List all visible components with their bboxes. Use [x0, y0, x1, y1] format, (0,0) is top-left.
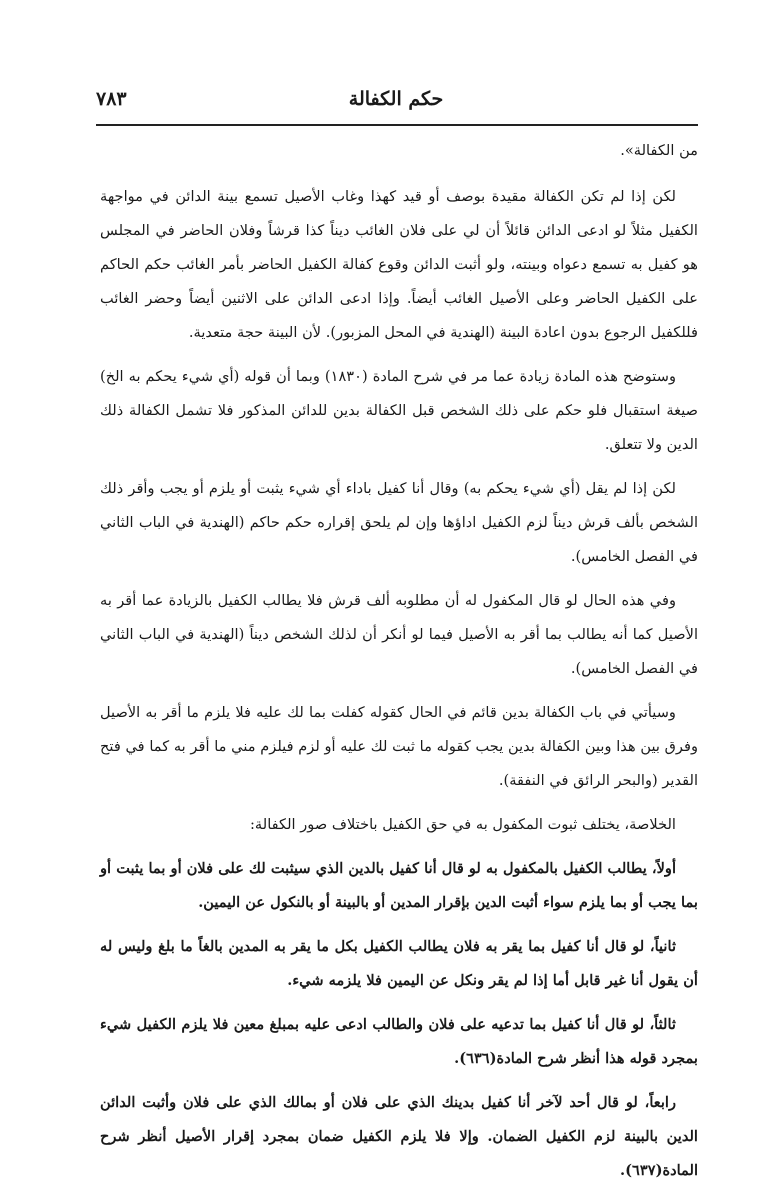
header-rule	[96, 124, 698, 126]
summary-point-fourth: رابعاً، لو قال أحد لآخر أنا كفيل بدينك الذي على فلان أو بمالك الذي على فلان وأثبت الدائن الدين بالبينة لزم الكفيل الضمان. وإلا فلا يلزم الكفيل ضمان بمجرد إقرار الأصيل أنظر شرح المادة(٦٣٧).	[100, 1094, 698, 1179]
summary-point-first: أولاً، يطالب الكفيل بالمكفول به لو قال أنا كفيل بالدين الذي سيثبت لك على فلان أو بما يثبت أو بما يجب أو بما يلزم سواء أثبت الدين بإقرار المدين أو بالبينة أو بالنكول عن اليمين.	[100, 860, 698, 911]
body-text	[100, 134, 698, 1198]
summary-heading: الخلاصة، يختلف ثبوت المكفول به في حق الكفيل باختلاف صور الكفالة:	[250, 816, 676, 833]
summary-point-second: ثانياً، لو قال أنا كفيل بما يقر به فلان يطالب الكفيل بكل ما يقر به المدين بالغاً ما بلغ وليس له أن يقول أنا غير قابل أما إذا لم يقر ونكل عن اليمين فلا يلزمه شيء.	[100, 938, 698, 989]
running-title: حكم الكفالة	[348, 88, 444, 110]
paragraph: لكن إذا لم تكن الكفالة مقيدة بوصف أو قيد كهذا وغاب الأصيل تسمع بينة الدائن في مواجهة الكفيل مثلاً لو ادعى الدائن قائلاً أن لي على فلان الغائب ديناً كذا قرشاً وفلان الحاضر في المجلس هو كفيل به تسمع دعواه وبينته، ولو أثبت الدائن وقوع كفالة الكفيل الحاضر بأمر الغائب حكم الحاكم على الكفيل الحاضر وعلى الأصيل الغائب أيضاً. وإذا ادعى الدائن على الاثنين أيضاً وحضر الغائب فللكفيل الرجوع بدون اعادة البينة (الهندية في المحل المزبور). لأن البينة حجة متعدية.	[100, 188, 698, 341]
paragraph: وستوضح هذه المادة زيادة عما مر في شرح المادة (١٨٣٠) وبما أن قوله (أي شيء يحكم به الخ) صيغة استقبال فلو حكم على ذلك الشخص قبل الكفالة بدين للدائن المذكور فلا تشمل الكفالة ذلك الدين ولا تتعلق.	[100, 368, 698, 453]
paragraph: لكن إذا لم يقل (أي شيء يحكم به) وقال أنا كفيل باداء أي شيء يثبت أو يلزم أو يجب وأقر ذلك الشخص بألف قرش ديناً لزم الكفيل اداؤها وإن لم يلحق إقراره حكم حاكم (الهندية في الباب الثاني في الفصل الخامس).	[100, 480, 698, 565]
paragraph-continuation: من الكفالة».	[620, 142, 698, 159]
page-header	[96, 88, 696, 116]
paragraph: وفي هذه الحال لو قال المكفول له أن مطلوبه ألف قرش فلا يطالب الكفيل بالزيادة عما أقر به الأصيل كما أنه يطالب بما أقر به الأصيل فيما لو أنكر أن لذلك الشخص ديناً (الهندية في الباب الثاني في الفصل الخامس).	[100, 592, 698, 677]
paragraph: وسيأتي في باب الكفالة بدين قائم في الحال كقوله كفلت بما لك عليه فلا يلزم ما أقر به الأصيل وفرق بين هذا وبين الكفالة بدين يجب كقوله ما ثبت لك عليه أو لزم فيلزم مني ما أقر به كما في فتح القدير (والبحر الرائق في النفقة).	[100, 704, 698, 789]
summary-point-third: ثالثاً، لو قال أنا كفيل بما تدعيه على فلان والطالب ادعى عليه بمبلغ معين فلا يلزم الكفيل شيء بمجرد قوله هذا أنظر شرح المادة(٦٣٦).	[100, 1016, 698, 1067]
page-number: ٧٨٣	[96, 88, 127, 110]
